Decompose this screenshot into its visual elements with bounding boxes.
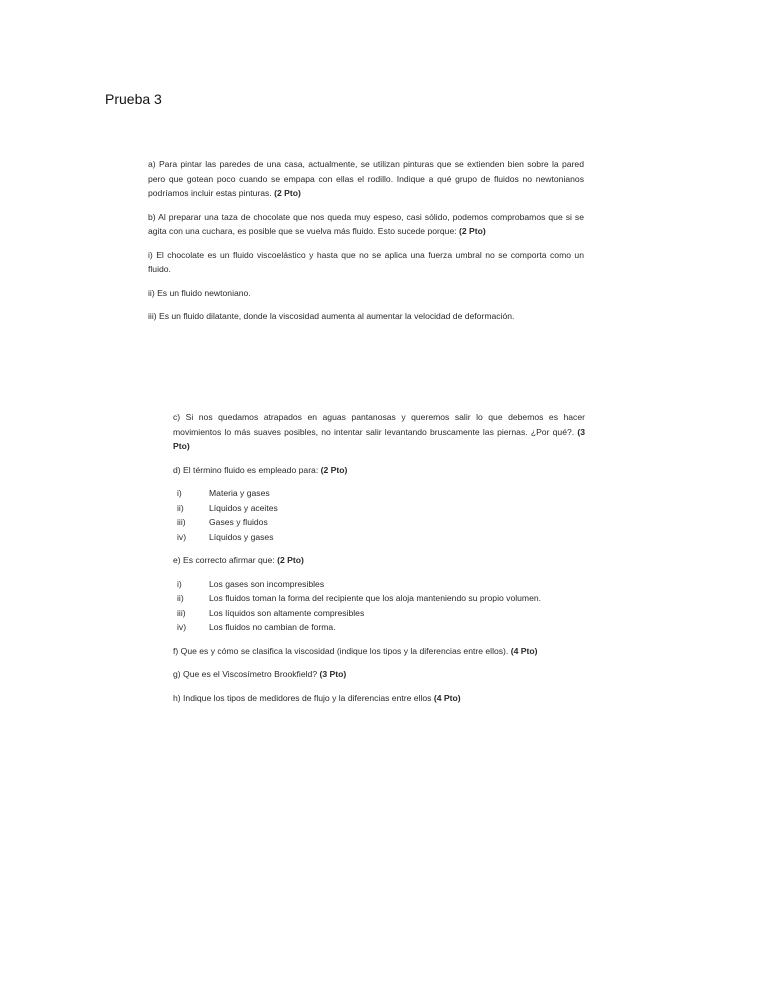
question-h-text: h) Indique los tipos de medidores de flujo y la diferencias entre ellos	[173, 692, 432, 703]
question-b	[148, 210, 584, 239]
question-d-text: d) El término fluido es empleado para:	[173, 464, 319, 475]
question-a-points: (2 Pto)	[274, 188, 301, 198]
question-f	[173, 644, 585, 659]
question-a-text: a) Para pintar las paredes de una casa, actualmente, se utilizan pinturas que se extienden bien sobre la pared pero que gotean poco cuando se empapa con ellas el rodillo. Indique a qué grupo de fluidos no newtonianos podríamos incluir estas pinturas.	[148, 159, 584, 198]
question-e	[173, 553, 585, 568]
option-b-iii: iii) Es un fluido dilatante, donde la viscosidad aumenta al aumentar la velocidad de deformación.	[148, 311, 515, 321]
question-e-text: e) Es correcto afirmar que:	[173, 555, 275, 565]
question-h	[173, 691, 585, 706]
question-e-points: (2 Pto)	[277, 555, 304, 565]
question-d-points: (2 Pto)	[320, 464, 348, 475]
option-b-i: i) El chocolate es un fluido viscoelástico y hasta que no se aplica una fuerza umbral no se comporta como un fluido.	[148, 249, 584, 274]
list-item: ii) Los fluidos toman la forma del recipiente que los aloja manteniendo su propio volumen.	[177, 593, 542, 603]
list-item: i) Materia y gases	[177, 488, 270, 498]
question-c-points: (3 Pto)	[173, 426, 586, 451]
question-b-text: b) Al preparar una taza de chocolate que nos queda muy espeso, casi sólido, podemos comprobamos que si se agita con una cuchara, es posible que se vuelva más fluido. Esto sucede porque:	[148, 211, 584, 236]
scanned-section-2	[173, 410, 585, 714]
page-title: Prueba 3	[105, 91, 162, 107]
question-g-points: (3 Pto)	[319, 669, 347, 679]
options-d-list	[173, 486, 585, 544]
list-item: ii) Líquidos y aceites	[177, 502, 278, 513]
options-e-list	[173, 577, 585, 635]
list-item: i) Los gases son incompresibles	[177, 578, 325, 589]
list-item: iv) Líquidos y gases	[177, 531, 274, 542]
question-b-points: (2 Pto)	[459, 226, 486, 236]
question-g-text: g) Que es el Viscosímetro Brookfield?	[173, 669, 318, 679]
question-a	[148, 157, 584, 201]
option-b-ii: ii) Es un fluido newtoniano.	[148, 287, 251, 298]
question-f-points: (4 Pto)	[510, 645, 538, 656]
question-h-points: (4 Pto)	[433, 692, 461, 703]
question-g	[173, 667, 585, 682]
question-c-text: c) Si nos quedamos atrapados en aguas pantanosas y queremos salir lo que debemos es hacer movimientos lo más suaves posibles, no intentar salir levantando bruscamente las piernas. ¿Por qué?.	[173, 412, 585, 437]
question-d	[173, 463, 585, 478]
question-c	[173, 410, 585, 454]
scanned-section-1	[148, 157, 584, 333]
list-item: iii) Gases y fluidos	[177, 517, 268, 527]
list-item: iv) Los fluidos no cambian de forma.	[177, 622, 336, 632]
question-f-text: f) Que es y cómo se clasifica la viscosidad (indique los tipos y la diferencias entre ellos).	[173, 645, 509, 656]
list-item: iii) Los líquidos son altamente compresibles	[177, 607, 365, 618]
